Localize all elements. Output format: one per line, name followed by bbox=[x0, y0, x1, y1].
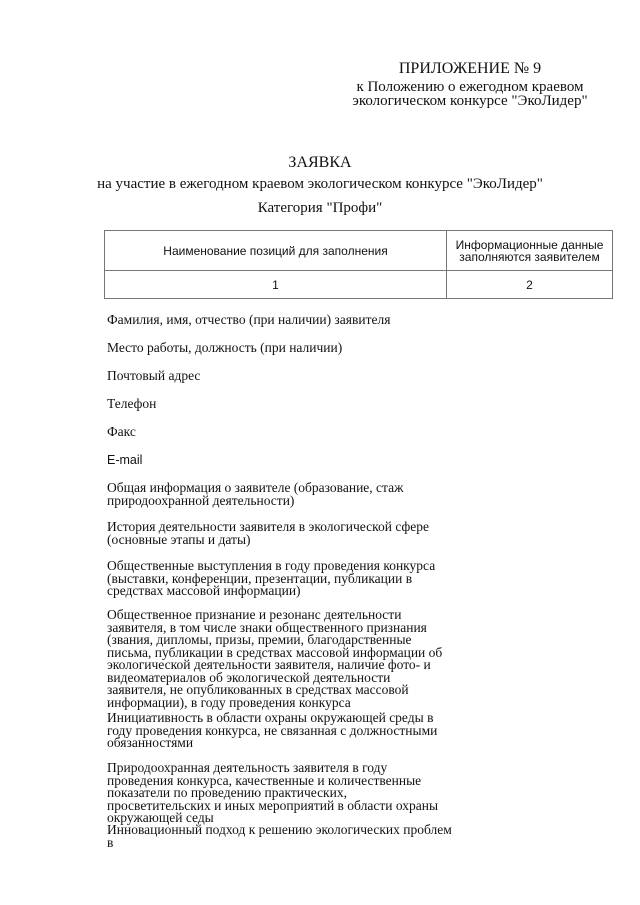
field-public-appearances: Общественные выступления в году проведения конкурса (выставки, конференции, презентации, публикации в средствах массовой информации) bbox=[107, 558, 436, 598]
field-innovation: Инновационный подход к решению экологических проблем в bbox=[107, 822, 452, 850]
field-fax: Факс bbox=[107, 424, 136, 439]
table-column-number-1: 1 bbox=[105, 271, 447, 299]
table-header-positions: Наименование позиций для заполнения bbox=[105, 231, 447, 271]
field-public-recognition: Общественное признание и резонанс деятельности заявителя, в том числе знаки общественного признания (звания, дипломы, призы, премии, благодарственные письма, публикации в средствах массовой информации об экологической деятельности заявителя, наличие фото- и видеоматериалов об экологической деятельности заявителя, не опубликованных в средствах массовой информации), в году проведения конкурса bbox=[107, 607, 443, 710]
field-initiative: Инициативность в области охраны окружающей среды в году проведения конкурса, не связанная с должностными обязанностями bbox=[107, 710, 438, 750]
table-column-number-2: 2 bbox=[447, 271, 613, 299]
field-full-name: Фамилия, имя, отчество (при наличии) заявителя bbox=[107, 312, 391, 327]
table-header-data: Информационные данные заполняются заявителем bbox=[447, 231, 613, 271]
form-table bbox=[104, 230, 613, 299]
field-postal-address: Почтовый адрес bbox=[107, 368, 201, 383]
field-email: E-mail bbox=[107, 453, 143, 467]
appendix-line-1: к Положению о ежегодном краевом bbox=[356, 79, 584, 95]
field-environmental-activity: Природоохранная деятельность заявителя в году проведения конкурса, качественные и количественные показатели по проведению практических, просветительских и иных мероприятий в области охраны окружающей седы bbox=[107, 760, 439, 825]
application-title: ЗАЯВКА bbox=[288, 154, 352, 171]
application-subtitle: на участие в ежегодном краевом экологическом конкурсе "ЭкоЛидер" bbox=[97, 176, 543, 192]
field-history: История деятельности заявителя в экологической сфере (основные этапы и даты) bbox=[107, 519, 429, 547]
appendix-block bbox=[340, 60, 600, 108]
field-phone: Телефон bbox=[107, 396, 157, 411]
field-general-info: Общая информация о заявителе (образование, стаж природоохранной деятельности) bbox=[107, 480, 404, 508]
table-number-row bbox=[105, 271, 613, 299]
appendix-subtitle bbox=[340, 80, 600, 108]
appendix-title: ПРИЛОЖЕНИЕ № 9 bbox=[398, 60, 542, 77]
appendix-line-2: экологическом конкурсе "ЭкоЛидер" bbox=[352, 93, 588, 109]
table-header-row bbox=[105, 231, 613, 271]
application-category: Категория "Профи" bbox=[257, 200, 383, 216]
field-workplace: Место работы, должность (при наличии) bbox=[107, 340, 343, 355]
